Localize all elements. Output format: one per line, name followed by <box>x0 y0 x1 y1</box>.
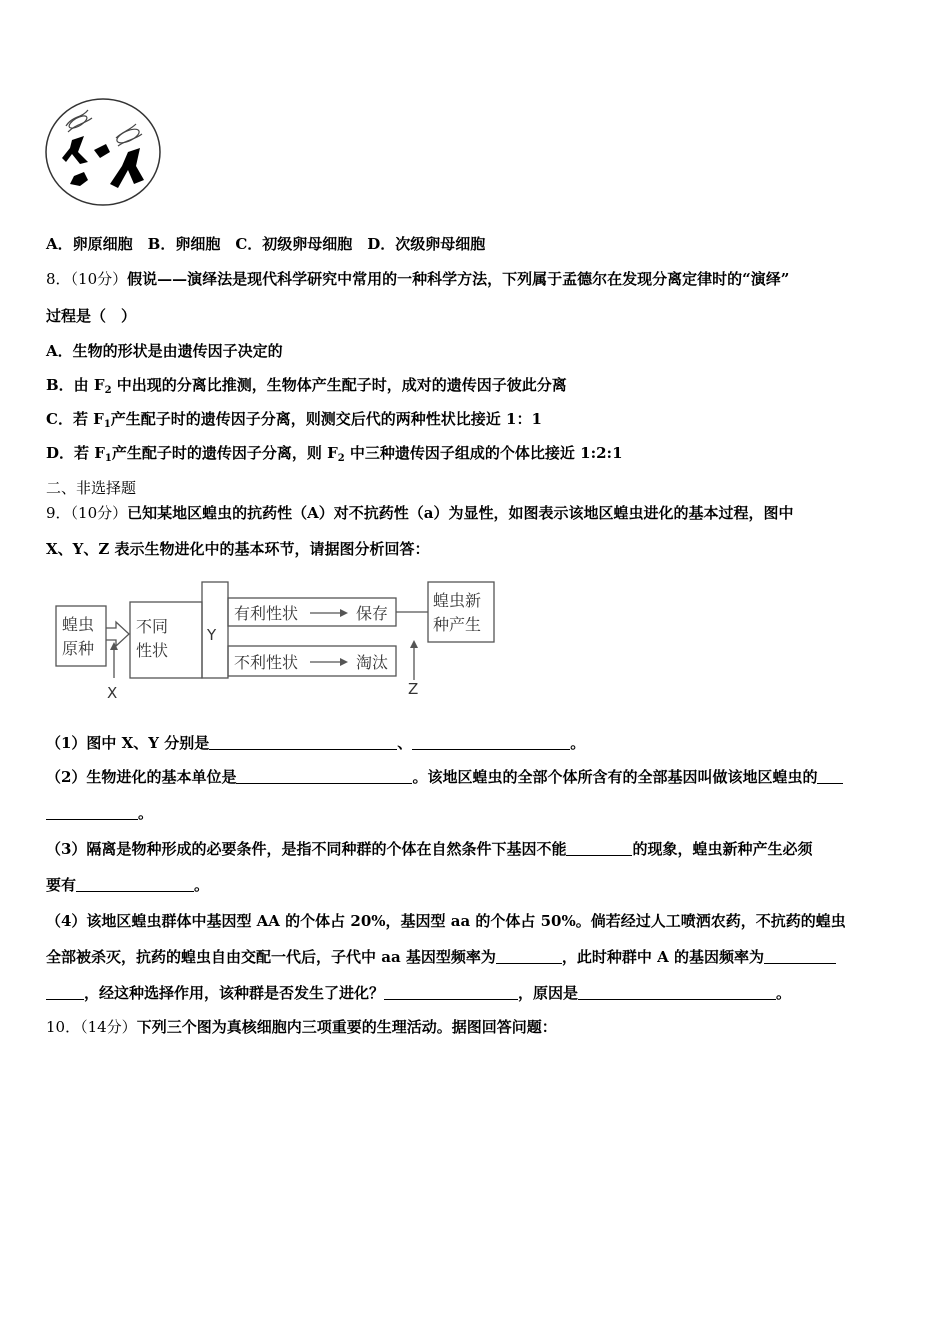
q10-stem: 10．（14分）下列三个图为真核细胞内三项重要的生理活动。据图回答问题： <box>46 1018 557 1036</box>
answer-blank[interactable] <box>46 804 138 820</box>
q8-stem-line2: 过程是（ ） <box>46 307 137 325</box>
favorable-label: 有利性状 <box>234 604 299 623</box>
unfavorable-label: 不利性状 <box>234 653 299 672</box>
origin-label-2: 原种 <box>62 639 95 658</box>
evolution-diagram <box>52 576 500 704</box>
q9-sub2: （2）生物进化的基本单位是 。该地区蝗虫的全部个体所含有的全部基因叫做该地区蝗虫的 <box>46 766 843 788</box>
x-label: X <box>107 684 118 702</box>
q9-sub2-line2: 。 <box>46 802 153 824</box>
cell-diagram <box>44 96 164 208</box>
q8-stem-line1: 8．（10分）假说——演绎法是现代科学研究中常用的一种科学方法，下列属于孟德尔在发现分离定律时的“演绎” <box>46 270 790 288</box>
q8-option-c: C．若 $F_1$产生配子时的遗传因子分离，则测交后代的两种性状比接近 1：1 <box>46 410 542 430</box>
answer-blank[interactable] <box>764 948 836 964</box>
q7-options: A．卵原细胞 B．卵细胞 C．初级卵母细胞 D．次级卵母细胞 <box>46 235 486 253</box>
traits-label-2: 性状 <box>136 641 169 660</box>
answer-blank[interactable] <box>46 984 84 1000</box>
q9-stem-line2: X、Y、Z 表示生物进化中的基本环节，请据图分析回答： <box>46 540 430 558</box>
q8-option-a: A．生物的形状是由遗传因子决定的 <box>46 342 283 360</box>
answer-blank[interactable] <box>76 876 194 892</box>
q9-sub4-line3: ，经这种选择作用，该种群是否发生了进化？ ，原因是 。 <box>46 982 791 1004</box>
eliminate-label: 淘汰 <box>356 653 389 672</box>
q8-option-d: D．若 $F_1$产生配子时的遗传因子分离，则 $F_2$ 中三种遗传因子组成的个体比接近 1:2:1 <box>46 444 623 464</box>
y-label: Y <box>207 626 217 644</box>
q9-sub4-line1: （4）该地区蝗虫群体中基因型 AA 的个体占 20%，基因型 aa 的个体占 50%。倘若经过人工喷洒农药，不抗药的蝗虫 <box>46 912 846 930</box>
preserve-label: 保存 <box>356 604 389 623</box>
new-species-label-1: 蝗虫新 <box>433 591 482 610</box>
origin-label-1: 蝗虫 <box>62 615 95 634</box>
answer-blank[interactable] <box>578 984 776 1000</box>
q9-stem-line1: 9．（10分）已知某地区蝗虫的抗药性（A）对不抗药性（a）为显性，如图表示该地区蝗虫进化的基本过程，图中 <box>46 504 794 522</box>
q9-sub3-line2: 要有 。 <box>46 876 210 894</box>
answer-blank[interactable] <box>236 768 412 784</box>
new-species-label-2: 种产生 <box>433 615 482 634</box>
q9-sub4-line2: 全部被杀灭，抗药的蝗虫自由交配一代后，子代中 aa 基因型频率为 ，此时种群中 A 的基因频率为 <box>46 946 836 968</box>
traits-label-1: 不同 <box>136 617 169 636</box>
answer-blank[interactable] <box>384 984 518 1000</box>
answer-blank[interactable] <box>412 734 570 750</box>
answer-blank[interactable] <box>209 734 397 750</box>
section-heading: 二、非选择题 <box>46 479 137 497</box>
q9-sub3: （3）隔离是物种形成的必要条件，是指不同种群的个体在自然条件下基因不能 的现象，蝗虫新种产生必须 <box>46 840 813 858</box>
answer-blank[interactable] <box>496 948 562 964</box>
answer-blank[interactable] <box>566 840 632 856</box>
q9-sub1: （1）图中 X、Y 分别是 、 。 <box>46 734 586 752</box>
answer-blank[interactable] <box>817 768 843 784</box>
z-label: Z <box>408 680 419 698</box>
box-traits <box>130 602 202 678</box>
q8-option-b: B．由 $F_2$ 中出现的分离比推测，生物体产生配子时，成对的遗传因子彼此分离 <box>46 376 567 396</box>
